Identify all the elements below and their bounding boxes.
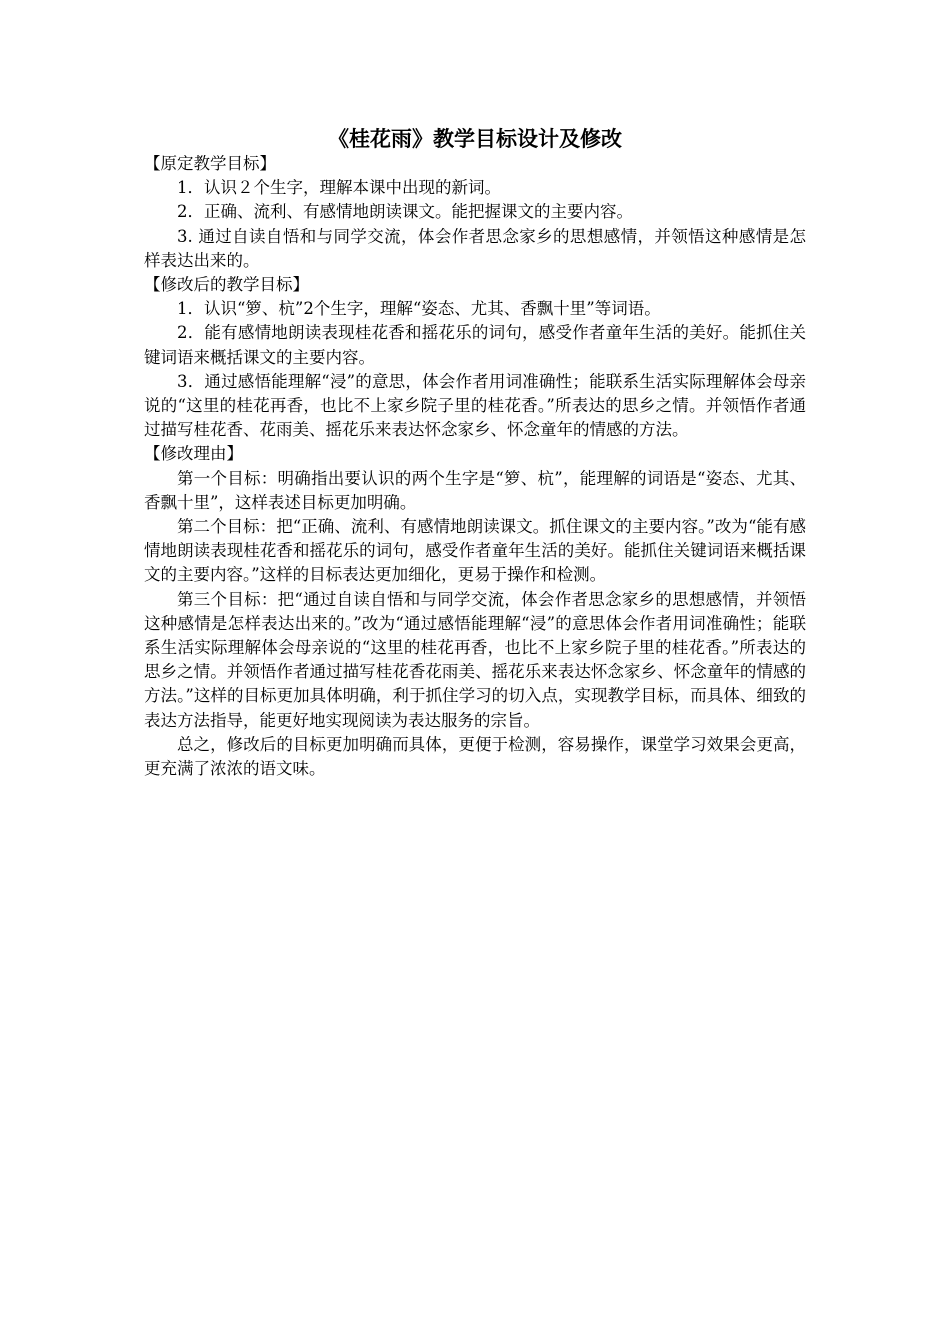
reason-paragraph-3: 第三个目标：把“通过自读自悟和与同学交流，体会作者思念家乡的思想感情，并领悟这种感情是怎样表达出来的。”改为“通过感悟能理解“浸”的意思体会作者用词准确性；能联系生活实际理解体会母亲说的“这里的桂花再香，也比不上家乡院子里的桂花香。”所表达的思乡之情。并领悟作者通过描写桂花香花雨美、摇花乐来表达怀念家乡、怀念童年的情感的方法。”这样的目标更加具体明确，利于抓住学习的切入点，实现教学目标，而具体、细致的表达方法指导，能更好地实现阅读为表达服务的宗旨。 bbox=[144, 589, 806, 730]
revised-goal-3: 3．通过感悟能理解“浸”的意思，体会作者用词准确性；能联系生活实际理解体会母亲说的“这里的桂花再香，也比不上家乡院子里的桂花香。”所表达的思乡之情。并领悟作者通过描写桂花香、花雨美、摇花乐来表达怀念家乡、怀念童年的情感的方法。 bbox=[144, 371, 806, 440]
section-heading-revised-goals: 【修改后的教学目标】 bbox=[144, 275, 309, 295]
document-body bbox=[144, 124, 806, 781]
section-heading-original-goals: 【原定教学目标】 bbox=[144, 154, 276, 173]
revised-goal-1: 1．认识“箩、杭”2个生字，理解“姿态、尤其、香飘十里”等词语。 bbox=[177, 299, 661, 319]
summary-paragraph: 总之，修改后的目标更加明确而具体，更便于检测，容易操作，课堂学习效果会更高，更充满了浓浓的语文味。 bbox=[144, 734, 806, 779]
original-goal-3: 3. 通过自读自悟和与同学交流，体会作者思念家乡的思想感情，并领悟这种感情是怎样表达出来的。 bbox=[144, 226, 806, 270]
original-goal-1: 1．认识２个生字，理解本课中出现的新词。 bbox=[177, 178, 501, 198]
revised-goal-2: 2．能有感情地朗读表现桂花香和摇花乐的词句，感受作者童年生活的美好。能抓住关键词语来概括课文的主要内容。 bbox=[144, 323, 806, 367]
document-title: 《桂花雨》教学目标设计及修改 bbox=[328, 126, 622, 151]
original-goal-2: 2．正确、流利、有感情地朗读课文。能把握课文的主要内容。 bbox=[177, 202, 633, 222]
reason-paragraph-1: 第一个目标：明确指出要认识的两个生字是“箩、杭”，能理解的词语是“姿态、尤其、香飘十里”，这样表述目标更加明确。 bbox=[144, 468, 806, 512]
reason-paragraph-2: 第二个目标：把“正确、流利、有感情地朗读课文。抓住课文的主要内容。”改为“能有感情地朗读表现桂花香和摇花乐的词句，感受作者童年生活的美好。能抓住关键词语来概括课文的主要内容。”这样的目标表达更加细化，更易于操作和检测。 bbox=[144, 517, 806, 585]
section-heading-revision-reasons: 【修改理由】 bbox=[144, 444, 243, 464]
